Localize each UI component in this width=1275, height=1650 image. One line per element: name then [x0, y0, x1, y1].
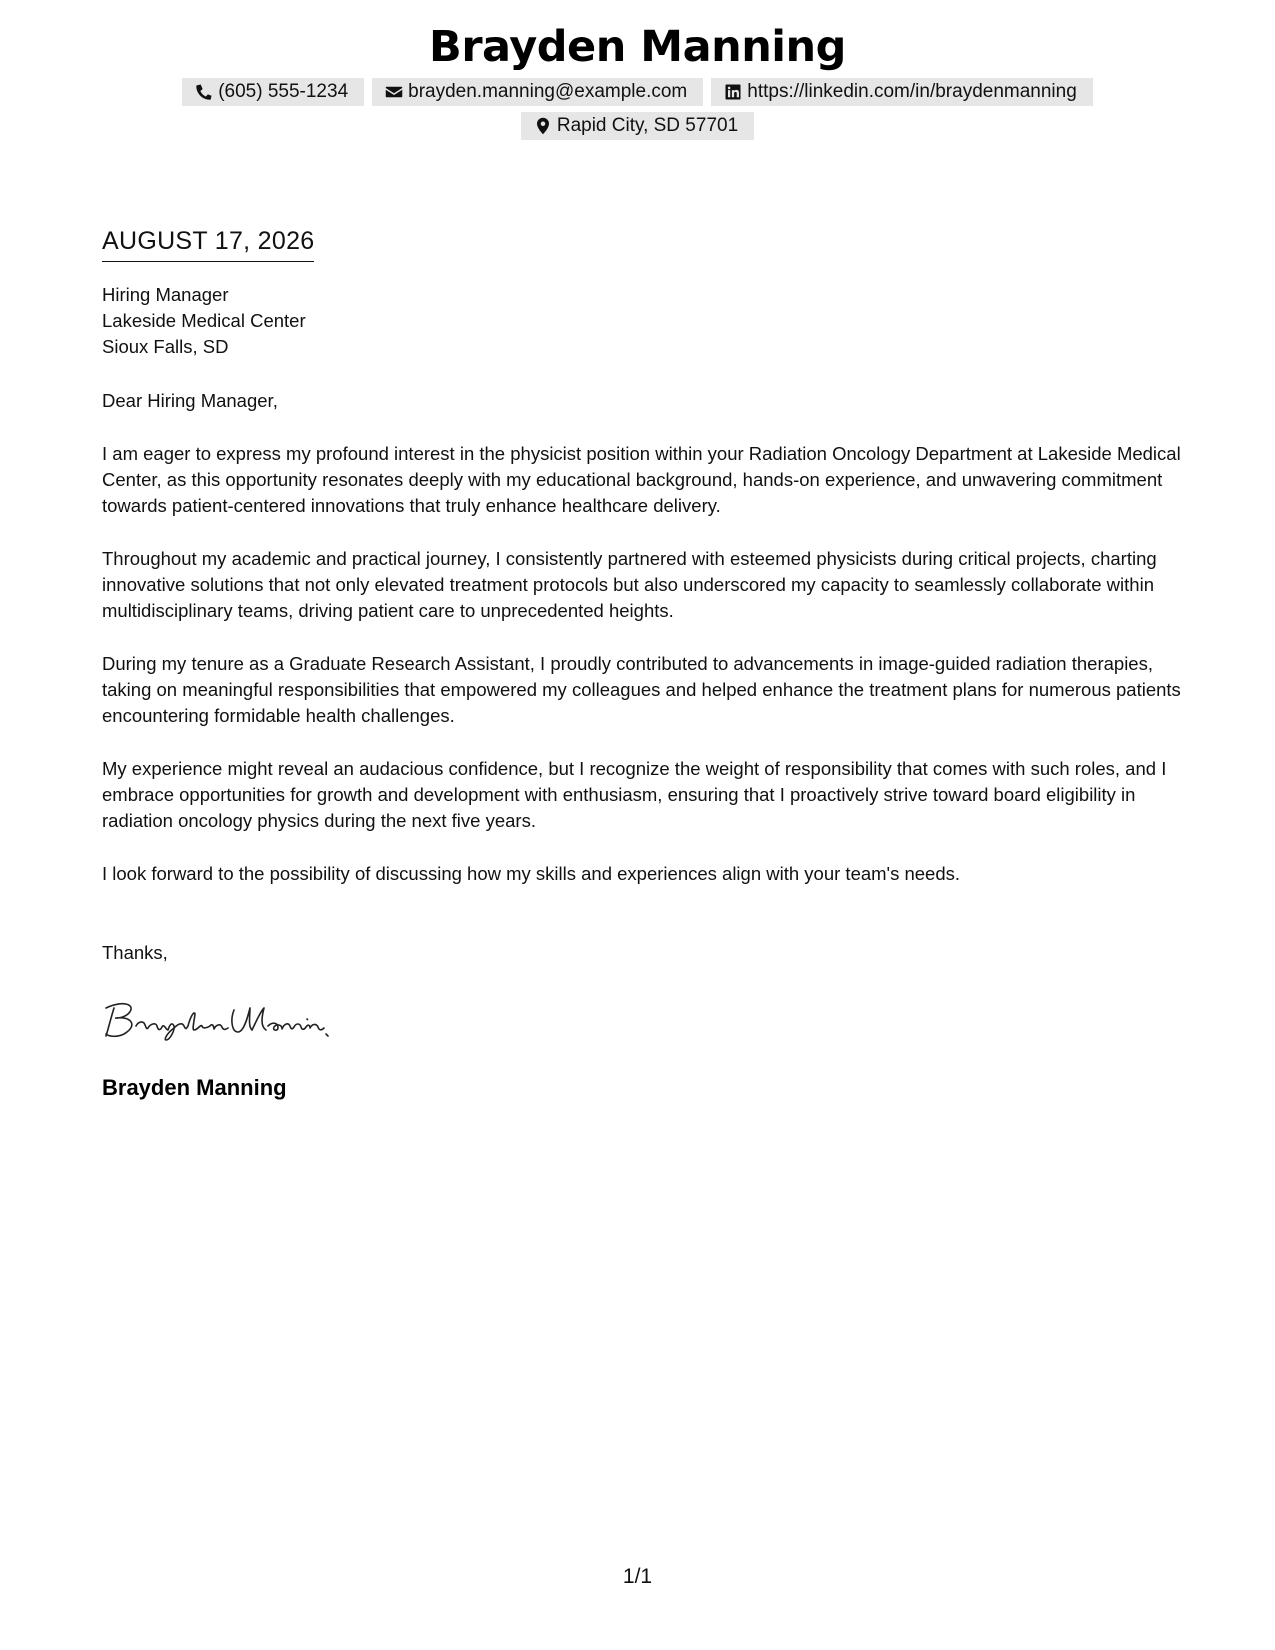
contact-phone	[182, 78, 364, 106]
letter-date: AUGUST 17, 2026	[102, 224, 314, 262]
contact-email[interactable]	[372, 78, 703, 106]
location-text: Rapid City, SD 57701	[556, 115, 739, 136]
page-number: 1/1	[622, 1565, 653, 1588]
recipient-block	[102, 282, 1182, 360]
salutation: Dear Hiring Manager,	[102, 390, 278, 411]
linkedin-icon	[724, 83, 742, 101]
body-paragraph: During my tenure as a Graduate Research Assistant, I proudly contributed to advancements in image-guided radiation therapies, taking on meaningful responsibilities that empowered my colleagues and helped enhance the treatment plans for numerous patients encountering formidable health challenges.	[102, 653, 1181, 726]
contact-row	[0, 78, 1275, 106]
phone-icon	[195, 83, 213, 101]
email-text: brayden.manning@example.com	[408, 81, 688, 102]
linkedin-text: https://linkedin.com/in/braydenmanning	[747, 81, 1077, 102]
handwritten-signature	[102, 996, 372, 1046]
signer-name: Brayden Manning	[102, 1075, 287, 1100]
recipient-title: Hiring Manager	[102, 284, 229, 305]
body-paragraph: Throughout my academic and practical journey, I consistently partnered with esteemed physicists during critical projects, charting innovative solutions that not only elevated treatment protocols but also underscored my capacity to seamlessly collaborate within multidisciplinary teams, driving patient care to unprecedented heights.	[102, 548, 1157, 621]
map-marker-icon	[534, 117, 552, 135]
body-paragraph: I look forward to the possibility of discussing how my skills and experiences align with your team's needs.	[102, 863, 961, 884]
recipient-organization: Lakeside Medical Center	[102, 310, 306, 331]
contact-location	[521, 112, 754, 140]
applicant-name: Brayden Manning	[429, 22, 846, 72]
recipient-location: Sioux Falls, SD	[102, 336, 229, 357]
contact-linkedin[interactable]	[711, 78, 1093, 106]
envelope-icon	[385, 83, 403, 101]
body-paragraph: I am eager to express my profound interest in the physicist position within your Radiation Oncology Department at Lakeside Medical Center, as this opportunity resonates deeply with my educational background, hands-on experience, and unwavering commitment towards patient-centered innovations that truly enhance healthcare delivery.	[102, 443, 1181, 516]
letter-header	[0, 18, 1275, 140]
closing: Thanks,	[102, 942, 168, 963]
body-paragraph: My experience might reveal an audacious confidence, but I recognize the weight of responsibility that comes with such roles, and I embrace opportunities for growth and development with enthusiasm, ensuring that I proactively strive toward board eligibility in radiation oncology physics during the next five years.	[102, 758, 1167, 831]
letter-body	[102, 224, 1182, 1103]
phone-text: (605) 555-1234	[218, 81, 349, 102]
contact-row-location	[0, 112, 1275, 140]
